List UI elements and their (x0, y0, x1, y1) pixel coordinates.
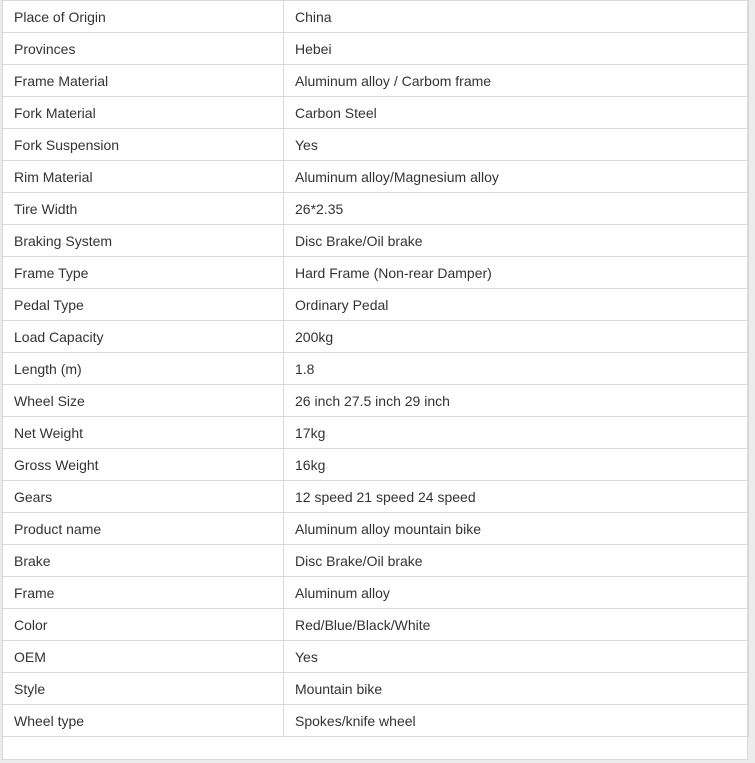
spec-label: Gross Weight (3, 449, 284, 481)
table-row (3, 353, 749, 385)
spec-label: Color (3, 609, 284, 641)
spec-value: Yes (284, 641, 749, 673)
spec-value: 26 inch 27.5 inch 29 inch (284, 385, 749, 417)
table-row (3, 481, 749, 513)
spec-label: Load Capacity (3, 321, 284, 353)
spec-value: Ordinary Pedal (284, 289, 749, 321)
table-row (3, 545, 749, 577)
spec-label: Fork Material (3, 97, 284, 129)
spec-value: Mountain bike (284, 673, 749, 705)
spec-value: 12 speed 21 speed 24 speed (284, 481, 749, 513)
spec-value: 16kg (284, 449, 749, 481)
spec-value: 17kg (284, 417, 749, 449)
table-row (3, 1, 749, 33)
table-row (3, 449, 749, 481)
table-row (3, 705, 749, 737)
spec-value: Spokes/knife wheel (284, 705, 749, 737)
table-row (3, 129, 749, 161)
table-row (3, 97, 749, 129)
spec-table-container (2, 0, 748, 760)
spec-value: Aluminum alloy (284, 577, 749, 609)
spec-label: Net Weight (3, 417, 284, 449)
spec-label: Pedal Type (3, 289, 284, 321)
spec-label: Tire Width (3, 193, 284, 225)
spec-label: Braking System (3, 225, 284, 257)
table-row (3, 193, 749, 225)
spec-label: OEM (3, 641, 284, 673)
spec-value: Aluminum alloy / Carbom frame (284, 65, 749, 97)
spec-label: Fork Suspension (3, 129, 284, 161)
table-row (3, 385, 749, 417)
spec-label: Frame Material (3, 65, 284, 97)
spec-label: Product name (3, 513, 284, 545)
spec-table (2, 0, 749, 737)
spec-label: Frame (3, 577, 284, 609)
spec-value: Disc Brake/Oil brake (284, 545, 749, 577)
spec-value: 26*2.35 (284, 193, 749, 225)
spec-value: Hard Frame (Non-rear Damper) (284, 257, 749, 289)
spec-value: 200kg (284, 321, 749, 353)
spec-label: Place of Origin (3, 1, 284, 33)
spec-label: Gears (3, 481, 284, 513)
table-row (3, 65, 749, 97)
spec-value: Disc Brake/Oil brake (284, 225, 749, 257)
spec-value: Yes (284, 129, 749, 161)
table-row (3, 417, 749, 449)
spec-value: Hebei (284, 33, 749, 65)
table-row (3, 33, 749, 65)
spec-label: Frame Type (3, 257, 284, 289)
table-row (3, 321, 749, 353)
spec-label: Length (m) (3, 353, 284, 385)
table-row (3, 289, 749, 321)
table-row (3, 161, 749, 193)
spec-value: Aluminum alloy/Magnesium alloy (284, 161, 749, 193)
spec-value: Red/Blue/Black/White (284, 609, 749, 641)
spec-label: Wheel type (3, 705, 284, 737)
spec-label: Rim Material (3, 161, 284, 193)
table-row (3, 513, 749, 545)
spec-label: Wheel Size (3, 385, 284, 417)
spec-value: Carbon Steel (284, 97, 749, 129)
table-row (3, 673, 749, 705)
table-row (3, 225, 749, 257)
table-row (3, 641, 749, 673)
spec-value: Aluminum alloy mountain bike (284, 513, 749, 545)
spec-label: Provinces (3, 33, 284, 65)
spec-label: Style (3, 673, 284, 705)
spec-value: China (284, 1, 749, 33)
spec-label: Brake (3, 545, 284, 577)
table-row (3, 609, 749, 641)
table-row (3, 577, 749, 609)
table-row (3, 257, 749, 289)
spec-value: 1.8 (284, 353, 749, 385)
